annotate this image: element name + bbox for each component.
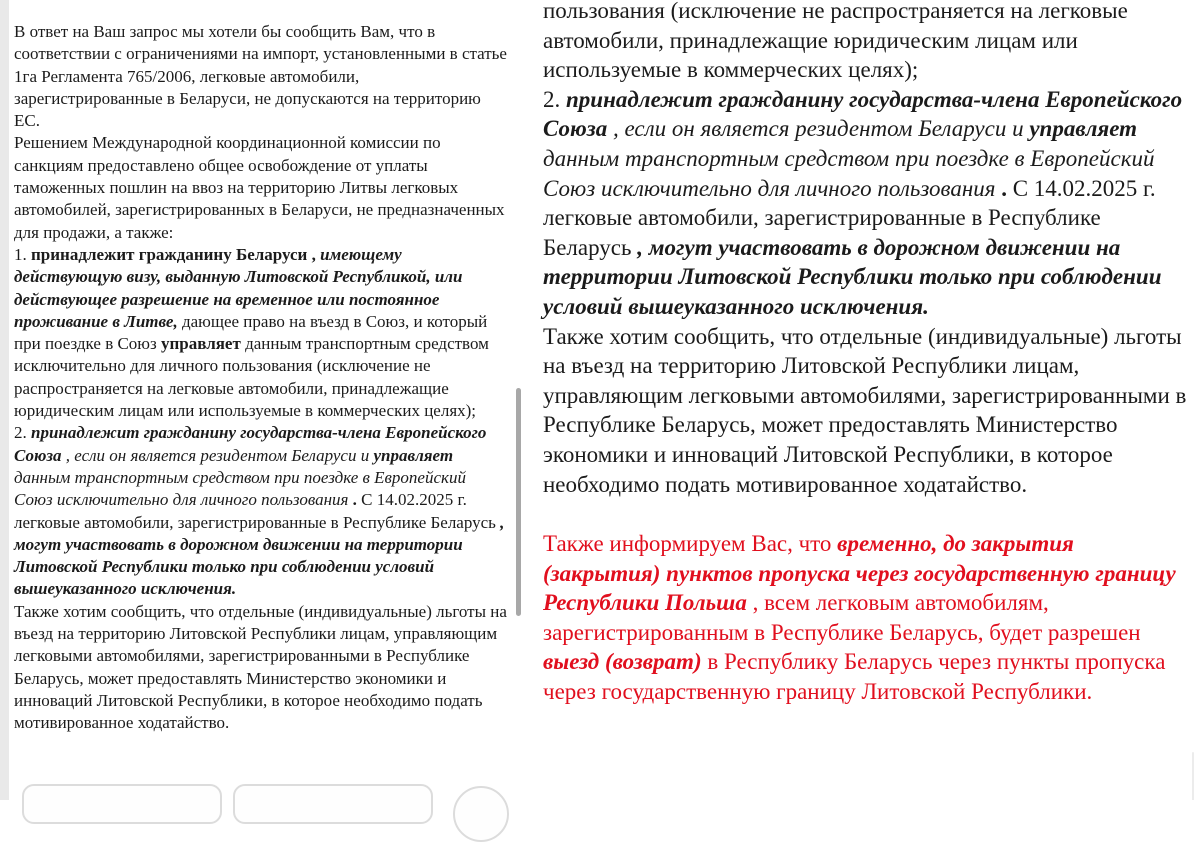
bottom-circle-button[interactable] [453, 786, 509, 842]
paragraph-individual-benefits: Также хотим сообщить, что отдельные (индивидуальные) льготы на въезд на территорию Литовской Республики лицам, управляющим легковыми автомобилями, зарегистрированными в Республике Беларусь, может предоставлять Министерство экономики и инноваций Литовской Республики, в которое необходимо подать мотивированное ходатайство. [14, 601, 507, 733]
list-item-2: 2. принадлежит гражданину государства-члена Европейского Союза , если он является резидентом Беларуси и управляет данным транспортным средством при поездке в Европейский Союз исключительно для личного пользования . С 14.02.2025 г. легковые автомобили, зарегистрированные в Республике Беларусь , могут участвовать в дорожном движении на территории Литовской Республики только при соблюдении условий вышеуказанного исключения. [543, 86, 1183, 319]
document-column-small [14, 21, 508, 735]
red-notice-paragraph: Также информируем Вас, что временно, до закрытия (закрытия) пунктов пропуска через государственную границу Республики Польша , всем легковым автомобилям, зарегистрированным в Республике Беларусь, будет разрешен выезд (возврат) в Республику Беларусь через пункты пропуска через государственную границу Литовской Республики. [543, 531, 1176, 705]
scrollbar-thumb[interactable] [516, 388, 521, 616]
bottom-right-card-edge [1192, 752, 1194, 800]
paragraph-individual-benefits: Также хотим сообщить, что отдельные (индивидуальные) льготы на въезд на территорию Литовской Республики лицам, управляющим легковыми автомобилями, зарегистрированными в Республике Беларусь, может предоставлять Министерство экономики и инноваций Литовской Республики, в которое необходимо подать мотивированное ходатайство. [543, 323, 1187, 497]
list-item-1: 1. принадлежит гражданину Беларуси , имеющему действующую визу, выданную Литовской Республикой, или действующее разрешение на временное или постоянное проживание в Литве, дающее право на въезд в Союз, и который при поездке в Союз управляет данным транспортным средством исключительно для личного пользования (исключение не распространяется на легковые автомобили, принадлежащие юридическим лицам или используемые в коммерческих целях); [14, 244, 489, 421]
document-column-zoomed [543, 0, 1193, 707]
paragraph-exemption: Решением Международной координационной комиссии по санкциям предоставлено общее освобождение от уплаты таможенных пошлин на ввоз на территорию Литвы легковых автомобилей, зарегистрированных в Беларуси, не предназначенных для продажи, а также: [14, 133, 505, 242]
page-left-edge [0, 0, 9, 800]
paragraph-intro: В ответ на Ваш запрос мы хотели бы сообщить Вам, что в соответствии с ограничениями на импорт, установленными в статье 1га Регламента 765/2006, легковые автомобили, зарегистрированные в Беларуси, не допускаются на территорию ЕС. [14, 22, 507, 131]
bottom-card-2[interactable] [233, 784, 433, 824]
paragraph-continuation: пользования (исключение не распространяется на легковые автомобили, принадлежащие юридическим лицам или используемые в коммерческих целях); [543, 0, 1128, 83]
bottom-card-1[interactable] [22, 784, 222, 824]
list-item-2: 2. принадлежит гражданину государства-члена Европейского Союза , если он является резидентом Беларуси и управляет данным транспортным средством при поездке в Европейский Союз исключительно для личного пользования . С 14.02.2025 г. легковые автомобили, зарегистрированные в Республике Беларусь , могут участвовать в дорожном движении на территории Литовской Республики только при соблюдении условий вышеуказанного исключения. [14, 423, 505, 599]
